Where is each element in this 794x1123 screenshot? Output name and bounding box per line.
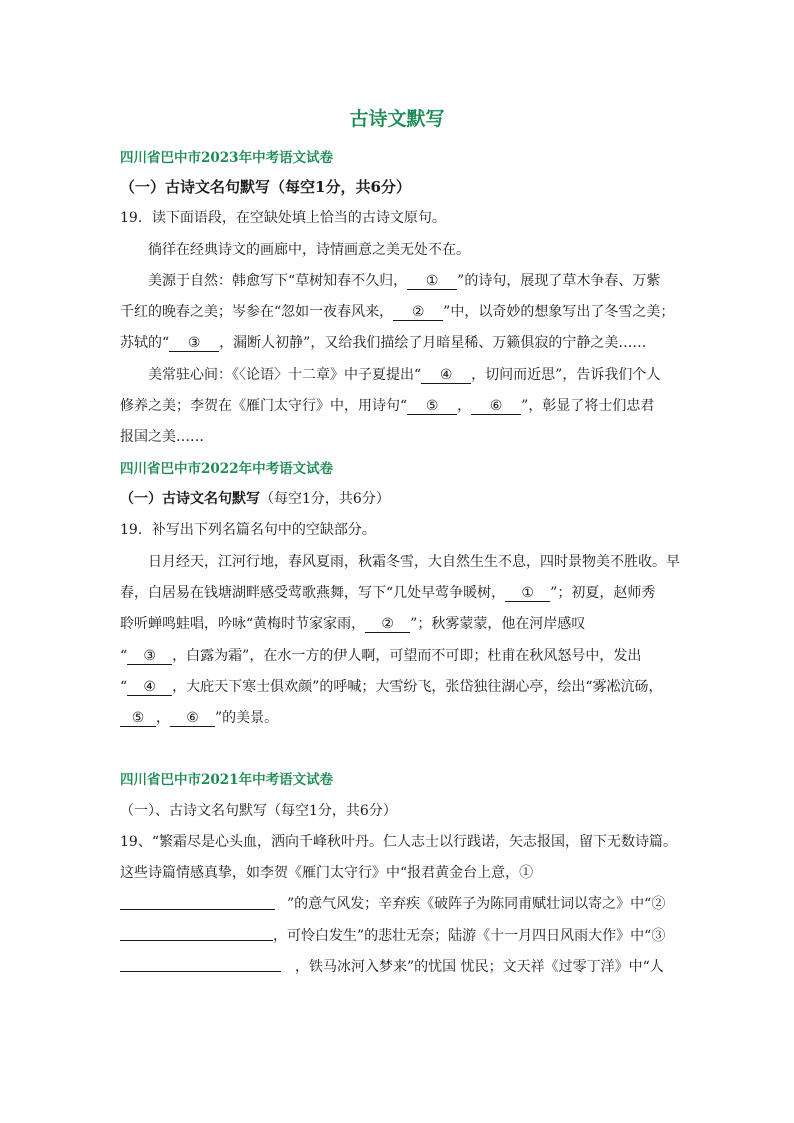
blank-3[interactable]: ③ [127, 648, 172, 665]
paragraph-line: 19、“繁霜尽是心头血，洒向千峰秋叶丹。仁人志士以行践诺，矢志报国，留下无数诗篇。 [120, 834, 677, 850]
blank-5[interactable]: ⑤ [407, 398, 457, 415]
text-segment: ，漏断人初静”，又给我们描绘了月暗星稀、万籁俱寂的宁静之美…… [219, 335, 647, 351]
heading-bold: （一）古诗文名句默写 [120, 491, 260, 507]
text-segment: ”；秋雾蒙蒙，他在河岸感叹 [410, 616, 586, 632]
blank-3[interactable]: ③ [169, 335, 219, 352]
paragraph-line: 报国之美…… [120, 429, 204, 445]
text-segment: 修养之美；李贺在《雁门太守行》中，用诗句“ [120, 398, 408, 414]
paragraph-line [120, 332, 646, 352]
source-2022: 四川省巴中市2022年中考语文试卷 [120, 461, 334, 477]
blank-6[interactable]: ⑥ [471, 398, 521, 415]
page-title: 古诗文默写 [349, 108, 445, 130]
paragraph-line [148, 270, 660, 290]
text-segment: ， [156, 710, 170, 726]
paragraph-line [120, 645, 641, 665]
blank-4[interactable]: ④ [127, 679, 172, 696]
section-heading-2021: （一）、古诗文名句默写（每空1分，共6分） [120, 803, 397, 819]
paragraph-line [120, 582, 655, 602]
text-segment: ”中，以奇妙的想象写出了冬雪之美； [443, 304, 675, 320]
heading-rest: （每空1分，共6分） [260, 491, 390, 507]
blank-2[interactable]: ② [393, 304, 443, 321]
paragraph-line [120, 395, 654, 415]
text-segment: 美源于自然：韩愈写下“草树知春不久归， [148, 273, 408, 289]
section-heading-2023: （一）古诗文名句默写（每空1分，共6分） [120, 178, 411, 196]
blank-1[interactable]: ① [407, 273, 457, 290]
blank-5[interactable]: ⑤ [120, 710, 156, 727]
answer-blank-2[interactable] [120, 940, 273, 941]
paragraph-line [120, 707, 278, 727]
text-segment: 聆听蝉鸣蛙唱，吟咏“黄梅时节家家雨， [120, 616, 366, 632]
paragraph-line: 日月经天，江河行地，春风夏雨，秋霜冬雪，大自然生生不息，四时景物美不胜收。早 [148, 554, 680, 570]
paragraph-line [120, 676, 662, 696]
text-segment: ，大庇天下寒士俱欢颜”的呼喊；大雪纷飞，张岱独往湖心亭，绘出“雾凇沆砀， [172, 679, 663, 695]
paragraph-line [120, 301, 674, 321]
question-19-2022: 19．补写出下列名篇名句中的空缺部分。 [120, 522, 376, 538]
answer-blank-1[interactable] [120, 909, 275, 910]
text-segment: ”，彰显了将士们忠君 [521, 398, 655, 414]
text-segment: ，切问而近思”，告诉我们个人 [471, 367, 661, 383]
paragraph-line: 徜徉在经典诗文的画廊中，诗情画意之美无处不在。 [148, 242, 470, 258]
answer-blank-3[interactable] [120, 971, 281, 972]
text-segment: ，白露为霜”，在水一方的伊人啊，可望而不可即；杜甫在秋风怒号中，发出 [172, 648, 642, 664]
blank-6[interactable]: ⑥ [170, 710, 215, 727]
paragraph-line: ”的意气风发；辛弃疾《破阵子为陈同甫赋壮词以寄之》中“② [287, 896, 666, 912]
source-2023: 四川省巴中市2023年中考语文试卷 [120, 150, 334, 166]
source-2021: 四川省巴中市2021年中考语文试卷 [120, 772, 334, 788]
text-segment: 美常驻心间：《〈论语〉十二章》中子夏提出“ [148, 367, 422, 383]
text-segment: “ [120, 679, 128, 695]
paragraph-line [120, 613, 585, 633]
text-segment: ”；初夏，赵师秀 [550, 585, 656, 601]
paragraph-line [148, 364, 660, 384]
text-segment: “ [120, 648, 128, 664]
text-segment: ， [457, 398, 472, 414]
text-segment: ”的美景。 [215, 710, 279, 726]
paragraph-line: 这些诗篇情感真挚，如李贺《雁门太守行》中“报君黄金台上意，① [120, 865, 534, 881]
text-segment: ”的诗句，展现了草木争春、万紫 [457, 273, 661, 289]
paragraph-line: ，可怜白发生”的悲壮无奈；陆游《十一月四日风雨大作》中“③ [273, 928, 666, 944]
text-segment: 春，白居易在钱塘湖畔感受莺歌燕舞，写下“几处早莺争暖树， [120, 585, 506, 601]
text-segment: 千红的晚春之美；岑参在“忽如一夜春风来， [120, 304, 394, 320]
blank-1[interactable]: ① [505, 585, 550, 602]
blank-2[interactable]: ② [365, 616, 410, 633]
paragraph-line: ，铁马冰河入梦来”的忧国 忧民；文天祥《过零丁洋》中“人 [295, 959, 664, 975]
section-heading-2022 [120, 488, 390, 508]
blank-4[interactable]: ④ [421, 367, 471, 384]
text-segment: 苏轼的“ [120, 335, 170, 351]
question-19-2023: 19．读下面语段，在空缺处填上恰当的古诗文原句。 [120, 210, 446, 226]
